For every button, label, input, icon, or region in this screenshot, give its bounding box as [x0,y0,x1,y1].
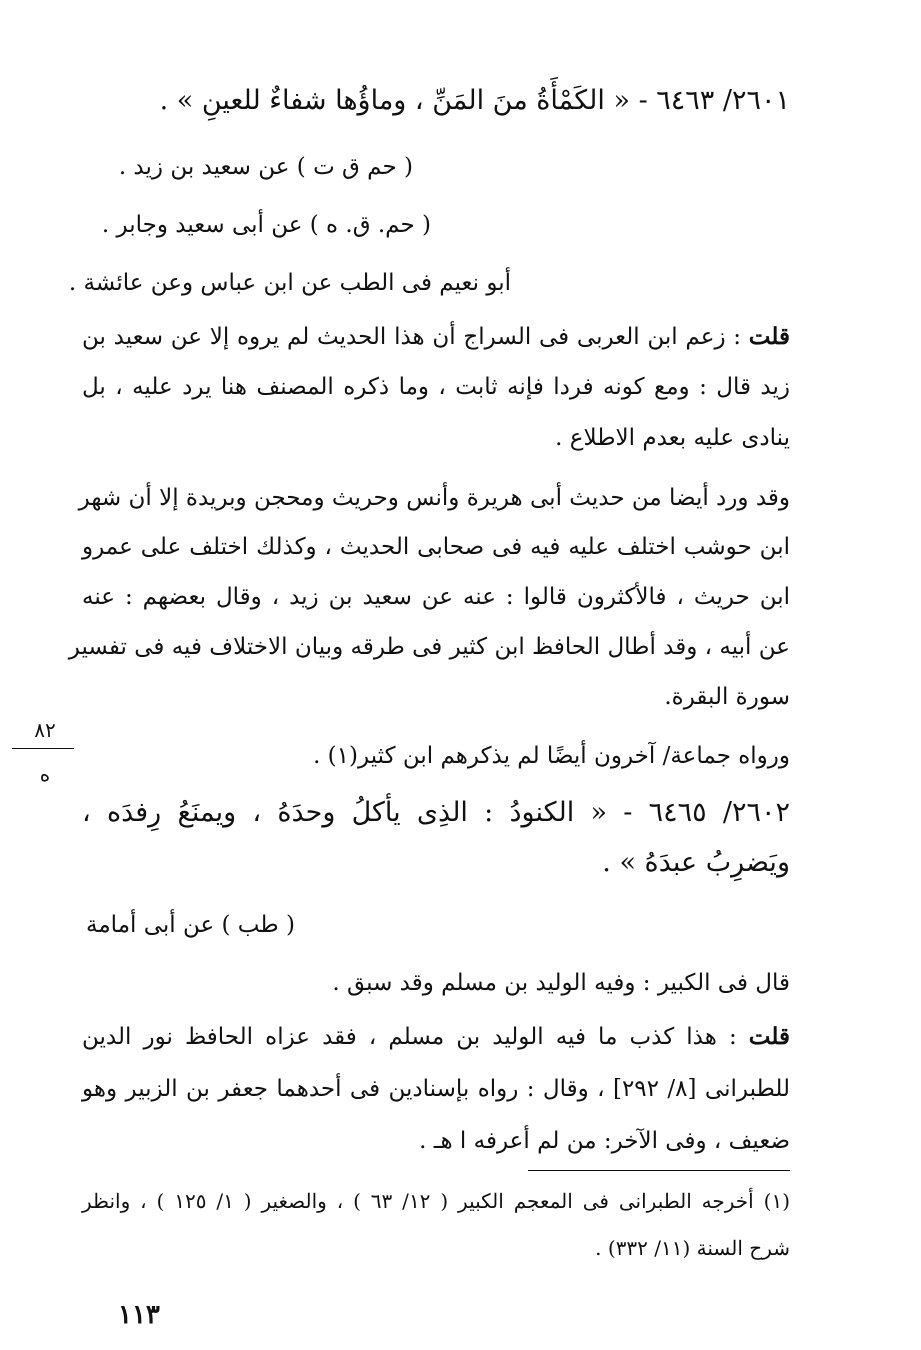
commentary-2-line-6: ورواه جماعة/ آخرون أيضًا لم يذكرهم ابن كثير(١) . [313,743,790,769]
hadith-2602-source: ( طب ) عن أبى أمامة [86,912,295,938]
commentary-1-line-2: زيد قال : ومع كونه فردا فإنه ثابت ، وما ذكره المصنف هنا يرد عليه ، بل [82,374,790,400]
commentary-1-line-1: قلت : زعم ابن العربى فى السراج أن هذا الحديث لم يروه إلا عن سعيد بن [82,323,790,350]
commentary-2-line-3: ابن حريث ، فالأكثرون قالوا : عنه عن سعيد بن زيد ، وقال بعضهم : عنه [82,584,790,610]
margin-divider [12,748,74,749]
hadith-2602-text-line-1: ٢٦٠٢/ ٦٤٦٥ - « الكنودُ : الذِى يأكلُ وحدَهُ ، ويمنَعُ رِفدَه ، [82,797,790,828]
commentary-2-line-2: ابن حوشب اختلف عليه فيه فى صحابى الحديث ، وكذلك اختلف على عمرو [82,534,790,560]
hadith-2601-text: ٢٦٠١/ ٦٤٦٣ - « الكَمْأَةُ منَ المَنِّ ، وماؤُها شفاءٌ للعينِ » . [159,85,790,116]
margin-manuscript-ref-top: ٨٢ [34,718,56,742]
commentary-2-line-1: وقد ورد أيضا من حديث أبى هريرة وأنس وحريث ومحجن وبريدة إلا أن شهر [78,485,790,511]
hadith-2602-quote: قال فى الكبير : وفيه الوليد بن مسلم وقد سبق . [332,970,790,996]
hadith-2601-source-2: ( حم. ق. ه ) عن أبى سعيد وجابر . [101,212,431,238]
page-number: ١١٣ [118,1300,160,1330]
footnote-line-1: (١) أخرجه الطبرانى فى المعجم الكبير ( ١٢/ ٦٣ ) ، والصغير ( ١/ ١٢٥ ) ، وانظر [82,1189,790,1213]
hadith-2601-source-3: أبو نعيم فى الطب عن ابن عباس وعن عائشة . [68,270,511,296]
hadith-2602-text-line-2: ويَضرِبُ عبدَهُ » . [602,847,790,878]
hadith-2601-source-1: ( حم ق ت ) عن سعيد بن زيد . [118,154,413,180]
footnote-separator [528,1170,790,1171]
commentary-2-line-4: عن أبيه ، وقد أطال الحافظ ابن كثير فى طرقه وبيان الاختلاف فيه فى تفسير [68,634,790,660]
commentary-lead-word: قلت [748,323,790,350]
commentary-lead-word: قلت [748,1023,790,1050]
commentary-3-line-3: ضعيف ، وفى الآخر: من لم أعرفه ا هـ . [419,1128,790,1154]
commentary-1-line-3: ينادى عليه بعدم الاطلاع . [555,425,790,451]
commentary-3-line-1: قلت : هذا كذب ما فيه الوليد بن مسلم ، فقد عزاه الحافظ نور الدين [82,1023,790,1050]
commentary-2-line-5: سورة البقرة. [664,684,790,710]
margin-manuscript-ref-bottom: ه [39,762,51,786]
footnote-line-2: شرح السنة (١١/ ٣٣٢) . [595,1236,790,1260]
commentary-3-line-2: للطبرانى [٨/ ٢٩٢] ، وقال : رواه بإسنادين فى أحدهما جعفر بن الزبير وهو [82,1076,790,1102]
